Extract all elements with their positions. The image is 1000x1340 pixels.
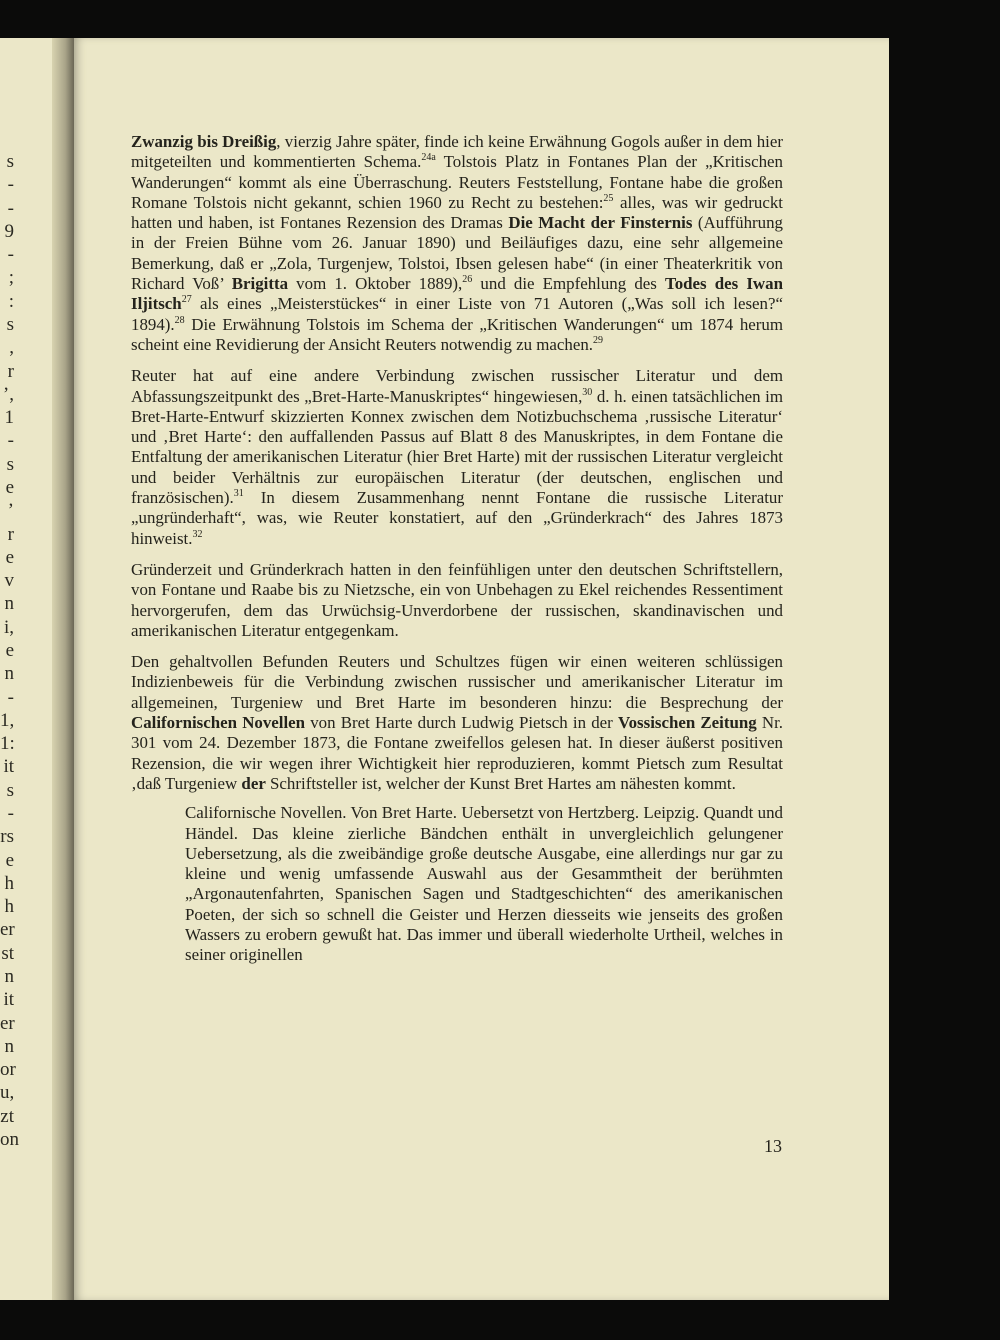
- margin-fragment: n: [4, 966, 14, 987]
- text-run: Nr. 301 vom 24. Dezember 1873, die Fontane zweifellos gelesen hat. In dieser äußerst positiven Rezension, die wir wegen ihrer Wichtigkeit hier reproduzieren, kommt Pietsch zum Resultat ‚daß Turgeniew: [131, 713, 783, 793]
- margin-fragment: 9: [4, 220, 14, 242]
- margin-fragment: r: [7, 360, 14, 382]
- margin-fragment: e: [5, 477, 14, 498]
- text-run: Tolstois Platz in Fontanes Plan der „Kritischen Wanderungen“ kommt als eine Überraschung. Reuters Feststellung, Fontane habe die großen Romane Tolstois nicht gekannt, schien 1960 zu Recht zu bestehen:: [131, 152, 783, 212]
- footnote-ref: 32: [192, 528, 203, 540]
- margin-fragment: v: [4, 570, 14, 592]
- margin-fragment: -: [7, 803, 14, 824]
- margin-fragment: u,: [0, 1082, 15, 1104]
- bold-text: Die Macht der Finsternis: [508, 213, 693, 233]
- book-page: [74, 38, 889, 1300]
- footnote-ref: 28: [174, 314, 185, 326]
- text-run: In diesem Zusammenhang nennt Fontane die russische Literatur „ungründerhaft“, was, wie Reuter konstatiert, auf den „Gründerkrach“ des Jahres 1873 hinweist.: [131, 488, 783, 548]
- bold-text: Todes des Iwan Iljitsch: [131, 274, 783, 314]
- margin-fragment: it: [3, 989, 14, 1011]
- margin-fragment: i,: [3, 616, 14, 638]
- text-run: als eines „Meisterstückes“ in einer Liste von 71 Autoren („Was soll ich lesen?“ 1894).: [131, 294, 783, 334]
- margin-fragment: e: [5, 640, 14, 661]
- bold-text: Zwanzig bis Dreißig: [131, 132, 277, 151]
- margin-fragment: ,: [9, 337, 14, 359]
- margin-fragment: er: [0, 919, 15, 941]
- margin-fragment: or: [0, 1059, 16, 1081]
- text-run: vom 1. Oktober 1889),: [288, 274, 463, 294]
- margin-fragment: n: [4, 1035, 14, 1057]
- margin-fragment: rs: [0, 826, 14, 848]
- margin-fragment: s: [6, 151, 14, 172]
- text-run: von Bret Harte durch Ludwig Pietsch in der: [305, 713, 618, 733]
- margin-fragment: ’: [7, 500, 14, 522]
- margin-fragment: 1,: [0, 709, 15, 731]
- footnote-ref: 25: [603, 192, 614, 204]
- margin-fragment: s: [6, 453, 14, 475]
- margin-fragment: er: [0, 1012, 15, 1034]
- footnote-ref: 26: [462, 274, 473, 286]
- text-run: alles, was wir gedruckt hatten und haben, ist Fontanes Rezension des Dramas: [131, 192, 783, 233]
- margin-fragment: ;: [8, 267, 14, 289]
- paragraph: [131, 560, 783, 641]
- margin-fragment: it: [3, 756, 14, 778]
- margin-fragment: :: [8, 290, 14, 312]
- margin-fragment: -: [7, 244, 14, 266]
- margin-fragment: -: [7, 174, 14, 196]
- text-run: und die Empfehlung des: [472, 274, 665, 294]
- text-run: d. h. einen tatsächlichen im Bret-Harte-Entwurf skizzierten Konnex zwischen dem Notizbuchschema ‚russische Literatur‘ und ‚Bret Harte‘: den auffallenden Passus auf Blatt 8 des Manuskriptes, in dem Fontane die Entfaltung der amerikanischen Literatur (hier Bret Harte) mit der russischen Literatur vergleicht und beider Verhältnis zur europäischen Literatur (der deutschen, englischen und französischen).: [131, 386, 783, 508]
- margin-fragment: st: [1, 942, 14, 964]
- text-run: (Aufführung in der Freien Bühne vom 26. Januar 1890) und Beiläufiges dazu, eine sehr allgemeine Bemerkung, daß er „Zola, Turgenjew, Tolstoi, Ibsen gelesen habe“ (in einer Theaterkritik von Richard Voß’: [131, 213, 783, 294]
- text-run: Den gehaltvollen Befunden Reuters und Schultzes fügen wir einen weiteren schlüssigen Indizienbeweis für die Verbindung zwischen russischer und amerikanischer Literatur im allgemeinen, Turgeniew und Bret Harte im besonderen hinzu: die Besprechung der: [131, 652, 783, 712]
- margin-fragment: n: [4, 663, 14, 685]
- footnote-ref: 24a: [421, 152, 436, 164]
- margin-fragment: e: [5, 546, 14, 568]
- bold-text: Vossischen Zeitung: [617, 713, 757, 733]
- paragraph: [131, 652, 783, 794]
- paragraph: [131, 132, 783, 355]
- margin-fragment: r: [7, 523, 14, 545]
- page-number: 13: [764, 1136, 782, 1156]
- text-run: Reuter hat auf eine andere Verbindung zwischen russischer Literatur und dem Abfassungszeitpunkt des „Bret-Harte-Manuskriptes“ hingewiesen,: [131, 366, 783, 406]
- margin-fragment: -: [7, 197, 14, 219]
- margin-fragment: zt: [0, 1105, 14, 1127]
- page-body: [131, 132, 783, 966]
- margin-fragment: s: [6, 779, 14, 801]
- block-quote: Californische Novellen. Von Bret Harte. Uebersetzt von Hertzberg. Leipzig. Quandt und Händel. Das kleine zierliche Bändchen enthält in unvergleichlich gelungener Uebersetzung, als die zweibändige große deutsche Ausgabe, eine allerdings nur gar zu kleine und wenig umfassende Auswahl aus der Gesammtheit der berühmten „Argonautenfahrten, Spanischen Sagen und Stadtgeschichten“ des amerikanischen Poeten, der sich so schnell die Geister und Herzen diesseits wie jenseits des großen Wassers zu erobern gewußt hat. Das immer und überall wiederholte Urtheil, welches in seiner originellen: [185, 803, 783, 965]
- text-run: Die Erwähnung Tolstois im Schema der „Kritischen Wanderungen“ um 1874 herum scheint eine Revidierung der Ansicht Reuters notwendig zu machen.: [131, 314, 783, 354]
- margin-fragment: -: [7, 430, 14, 452]
- bold-text: der: [241, 773, 266, 793]
- margin-fragment: 1: [4, 407, 14, 429]
- book-gutter: [52, 38, 76, 1300]
- margin-fragment: h: [4, 896, 14, 918]
- margin-fragment: e: [5, 849, 14, 871]
- margin-fragment: ’,: [2, 383, 14, 405]
- bold-text: Californischen Novellen: [131, 713, 306, 733]
- margin-fragment: h: [4, 872, 14, 894]
- footnote-ref: 30: [582, 386, 593, 398]
- bold-text: Brigitta: [231, 274, 289, 294]
- margin-fragment: 1:: [0, 733, 15, 755]
- footnote-ref: 31: [233, 488, 244, 500]
- footnote-ref: 29: [593, 334, 604, 346]
- text-run: , vierzig Jahre später, finde ich keine Erwähnung Gogols außer in dem hier mitgeteilten und kommentierten Schema.: [131, 132, 783, 172]
- margin-fragment: -: [7, 686, 14, 708]
- text-run: Schriftsteller ist, welcher der Kunst Bret Hartes am nähesten kommt.: [265, 773, 736, 793]
- margin-fragment: s: [6, 314, 14, 335]
- text-run: Gründerzeit und Gründerkrach hatten in den feinfühligen unter den deutschen Schriftstellern, von Fontane und Raabe bis zu Nietzsche, ein von Unbehagen zu Ekel reichendes Ressentiment hervorgerufen, dem das Urwüchsig-Unverdorbene der russischen, skandinavischen und amerikanischen Literatur entgegenkam.: [131, 559, 783, 640]
- margin-fragment: n: [4, 593, 14, 615]
- margin-fragment: on: [0, 1129, 19, 1150]
- paragraph: [131, 366, 783, 549]
- footnote-ref: 27: [181, 294, 192, 306]
